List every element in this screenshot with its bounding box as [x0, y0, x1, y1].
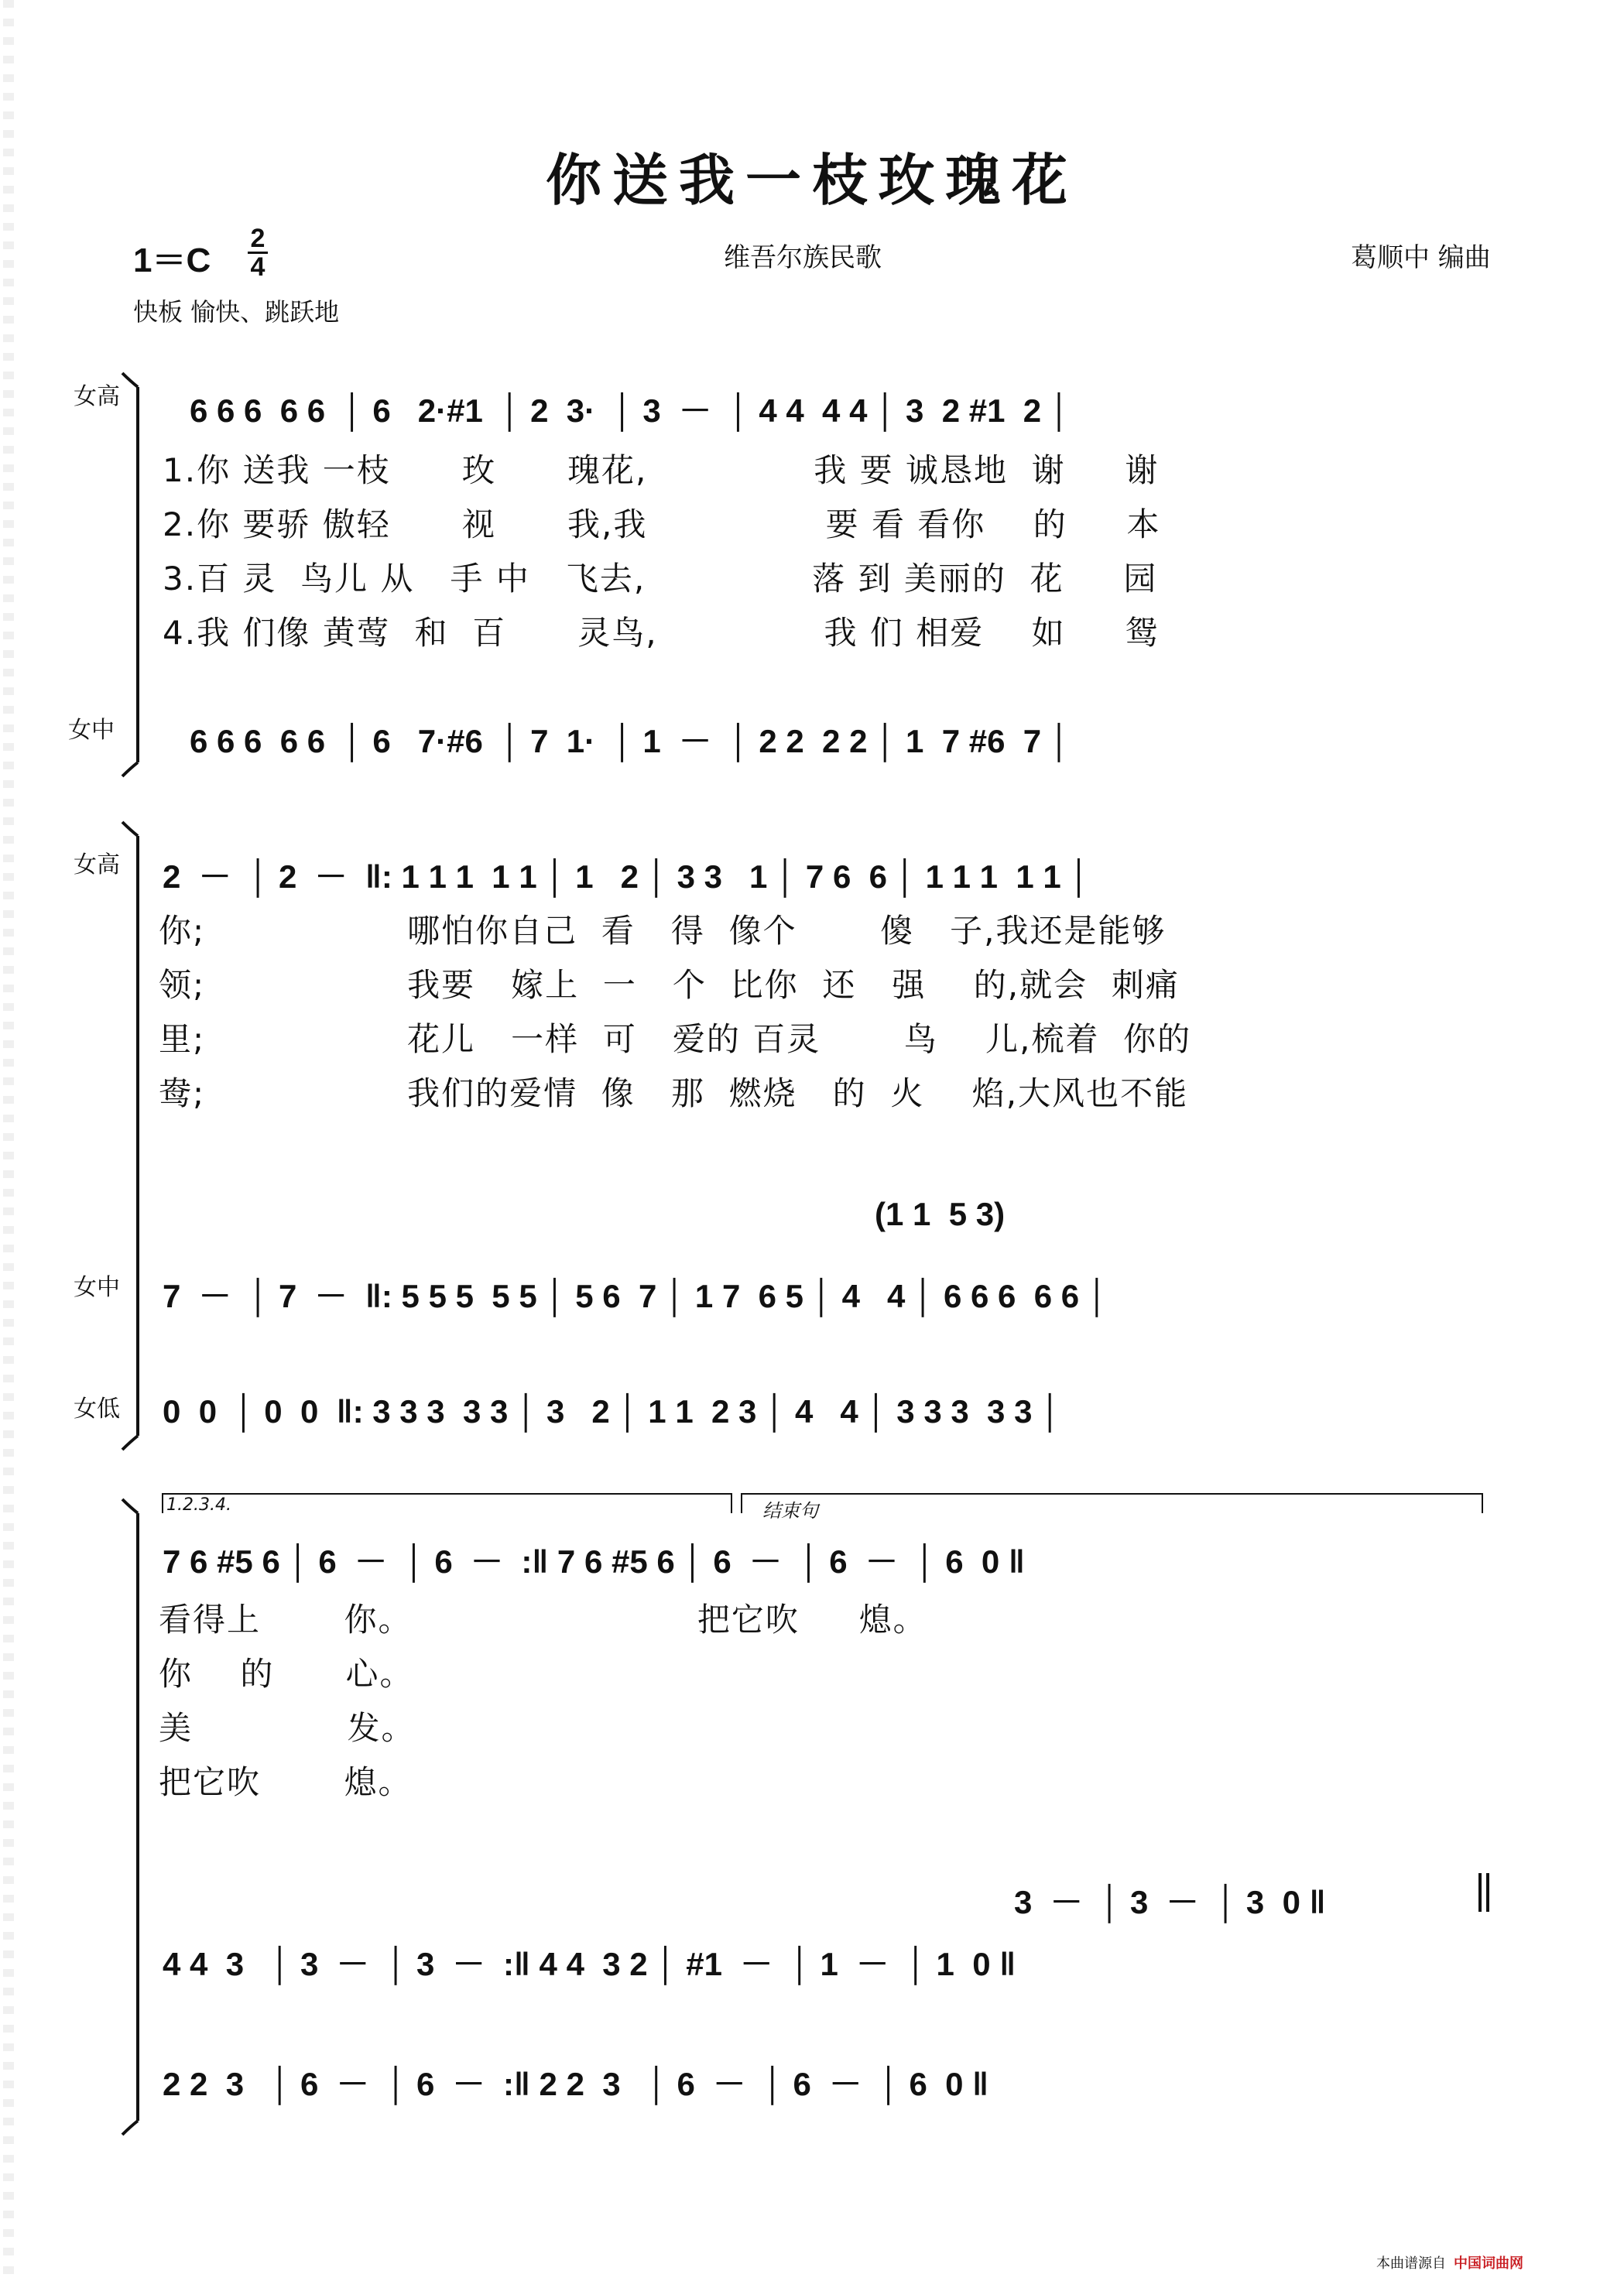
lyric-line-3-3: 美 发。 — [159, 1709, 416, 1747]
soprano-notes-2: 2 － │ 2 － ‖: 1 1 1 1 1 │ 1 2 │ 3 3 1 │ 7 6 6 │ 1 1 1 1 1 │ — [163, 858, 1091, 895]
key-signature: 1＝C — [133, 241, 211, 279]
ending2-bracket — [742, 1494, 1482, 1513]
arranger-credit: 葛顺中 编曲 — [1351, 242, 1491, 273]
low-notes-3: 2 2 3 │ 6 － │ 6 － :‖ 2 2 3 │ 6 － │ 6 － │ 6 0 ‖ — [163, 2066, 989, 2102]
upper-split-notes: 3 － │ 3 － │ 3 0 ‖ — [1014, 1884, 1326, 1920]
system3-bracket — [122, 1499, 138, 2135]
interlude-notes: (1 1 5 3) — [875, 1196, 1006, 1232]
lyric-line-3-4: 把它吹 熄。 — [159, 1763, 413, 1801]
ending2-label: 结束句 — [762, 1500, 818, 1522]
lyric-line-3-1: 看得上 你。 把它吹 熄。 — [159, 1601, 927, 1639]
soprano-notes-3: 7 6 #5 6 │ 6 － │ 6 － :‖ 7 6 #5 6 │ 6 － │ 6 － │ 6 0 ‖ — [163, 1543, 1025, 1580]
tempo-marking: 快板 愉快、跳跃地 — [133, 297, 340, 327]
final-barline-top — [1480, 1873, 1488, 1912]
low-notes-2: 0 0 │ 0 0 ‖: 3 3 3 3 3 │ 3 2 │ 1 1 2 3 │ 4 4 │ 3 3 3 3 3 │ — [163, 1393, 1062, 1430]
part-label-alto-1: 女中 — [68, 717, 115, 744]
lyric-line-2-1: 你; 哪怕你自己 看 得 像个 傻 子,我还是能够 — [159, 912, 1167, 950]
ending1-label: 1.2.3.4. — [166, 1495, 231, 1515]
alto-notes-3: 4 4 3 │ 3 － │ 3 － :‖ 4 4 3 2 │ #1 － │ 1 － │ 1 0 ‖ — [163, 1946, 1016, 1982]
song-origin: 维吾尔族民歌 — [724, 242, 882, 273]
lyric-line-1-4: 4.我 们像 黄莺 和 百 灵鸟, 我 们 相爱 如 鸳 — [163, 614, 1160, 652]
song-title: 你送我一枝玫瑰花 — [545, 147, 1078, 213]
system1-bracket — [122, 373, 138, 776]
ending1-bracket — [163, 1494, 731, 1513]
lyric-line-1-1: 1.你 送我 一枝 玫 瑰花, 我 要 诚恳地 谢 谢 — [163, 451, 1160, 489]
part-label-soprano-1: 女高 — [74, 383, 120, 410]
alto-notes-2: 7 － │ 7 － ‖: 5 5 5 5 5 │ 5 6 7 │ 1 7 6 5 │ 4 4 │ 6 6 6 6 6 │ — [163, 1278, 1108, 1314]
time-signature-top: 2 — [250, 224, 266, 253]
time-signature-bottom: 4 — [250, 252, 266, 282]
footer-source — [1376, 2252, 1523, 2272]
footer-source-text: 本曲谱源自 — [1376, 2255, 1446, 2272]
lyric-line-2-4: 鸯; 我们的爱情 像 那 燃烧 的 火 焰,大风也不能 — [159, 1074, 1189, 1112]
system2-bracket — [122, 822, 138, 1450]
lyric-line-2-3: 里; 花儿 一样 可 爱的 百灵 鸟 儿,梳着 你的 — [159, 1020, 1192, 1058]
footer-brand-link[interactable]: 中国词曲网 — [1454, 2255, 1523, 2272]
part-label-alto-2: 女中 — [74, 1274, 120, 1301]
lyric-line-3-2: 你 的 心。 — [159, 1655, 414, 1693]
part-label-soprano-2: 女高 — [74, 851, 120, 878]
lyric-line-1-2: 2.你 要骄 傲轻 视 我,我 要 看 看你 的 本 — [163, 505, 1161, 543]
lyric-line-2-2: 领; 我要 嫁上 一 个 比你 还 强 的,就会 刺痛 — [159, 966, 1180, 1004]
lyric-line-1-3: 3.百 灵 鸟儿 从 手 中 飞去, 落 到 美丽的 花 园 — [163, 560, 1158, 598]
soprano-notes-1: 6 6 6 6 6 │ 6 2·#1 │ 2 3· │ 3 － │ 4 4 4 4 │ 3 2 #1 2 │ — [190, 392, 1071, 429]
alto-notes-1: 6 6 6 6 6 │ 6 7·#6 │ 7 1· │ 1 － │ 2 2 2 2 │ 1 7 #6 7 │ — [190, 723, 1071, 759]
part-label-low-2: 女低 — [74, 1396, 120, 1423]
